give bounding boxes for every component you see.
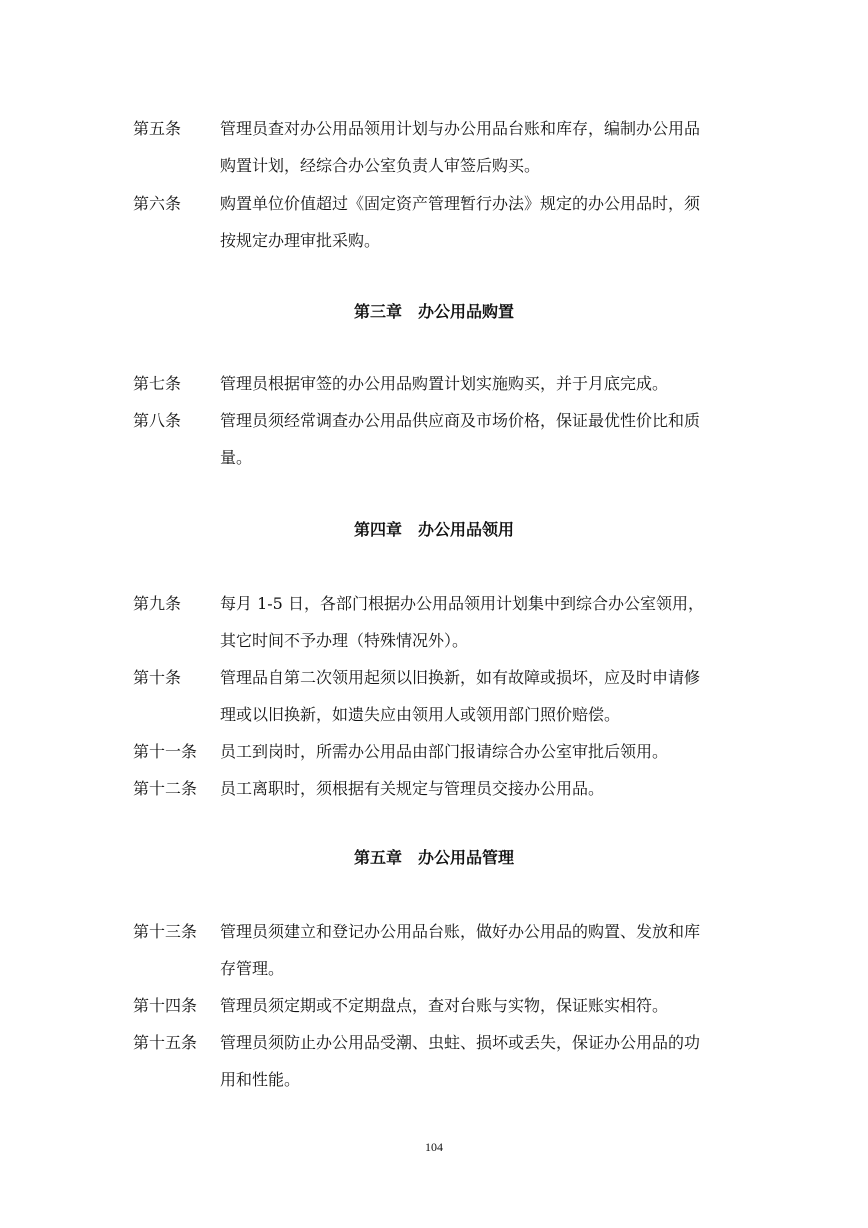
article-number: 第九条	[133, 594, 182, 613]
article-text-line: 管理品自第二次领用起须以旧换新，如有故障或损坏，应及时申请修	[220, 668, 701, 687]
article-text-line: 管理员须防止办公用品受潮、虫蛀、损坏或丢失，保证办公用品的功	[220, 1033, 701, 1052]
article-text-line: 理或以旧换新，如遗失应由领用人或领用部门照价赔偿。	[220, 705, 621, 724]
article-text-line: 用和性能。	[220, 1070, 301, 1089]
article-text-line: 存管理。	[220, 959, 285, 978]
article-text-line: 管理员查对办公用品领用计划与办公用品台账和库存，编制办公用品	[220, 119, 701, 138]
article-text-line: 管理员须经常调查办公用品供应商及市场价格，保证最优性价比和质	[220, 411, 701, 430]
article-text-line: 购置计划，经综合办公室负责人审签后购买。	[220, 156, 541, 175]
page-number: 104	[425, 1140, 443, 1154]
article-text-line: 按规定办理审批采购。	[220, 231, 381, 250]
article-number: 第六条	[133, 194, 182, 213]
chapter-heading-4: 第四章 办公用品领用	[353, 520, 514, 539]
article-text-line: 管理员须建立和登记办公用品台账，做好办公用品的购置、发放和库	[220, 922, 701, 941]
article-text-line: 每月 1-5 日，各部门根据办公用品领用计划集中到综合办公室领用，	[220, 594, 704, 613]
article-text-line: 员工离职时，须根据有关规定与管理员交接办公用品。	[220, 779, 605, 798]
article-text-line: 购置单位价值超过《固定资产管理暂行办法》规定的办公用品时，须	[220, 194, 701, 213]
article-text-line: 量。	[220, 448, 253, 467]
article-number: 第十一条	[133, 742, 198, 761]
article-number: 第十四条	[133, 996, 198, 1015]
article-text-line: 员工到岗时，所需办公用品由部门报请综合办公室审批后领用。	[220, 742, 669, 761]
chapter-heading-3: 第三章 办公用品购置	[353, 302, 514, 321]
article-number: 第八条	[133, 411, 182, 430]
article-number: 第五条	[133, 119, 182, 138]
article-number: 第十二条	[133, 779, 198, 798]
article-text-line: 其它时间不予办理（特殊情况外）。	[220, 631, 469, 650]
article-text-line: 管理员须定期或不定期盘点，查对台账与实物，保证账实相符。	[220, 996, 669, 1015]
article-number: 第七条	[133, 374, 182, 393]
chapter-heading-5: 第五章 办公用品管理	[353, 848, 514, 867]
article-text-line: 管理员根据审签的办公用品购置计划实施购买，并于月底完成。	[220, 374, 669, 393]
article-number: 第十三条	[133, 922, 198, 941]
article-number: 第十条	[133, 668, 182, 687]
article-number: 第十五条	[133, 1033, 198, 1052]
